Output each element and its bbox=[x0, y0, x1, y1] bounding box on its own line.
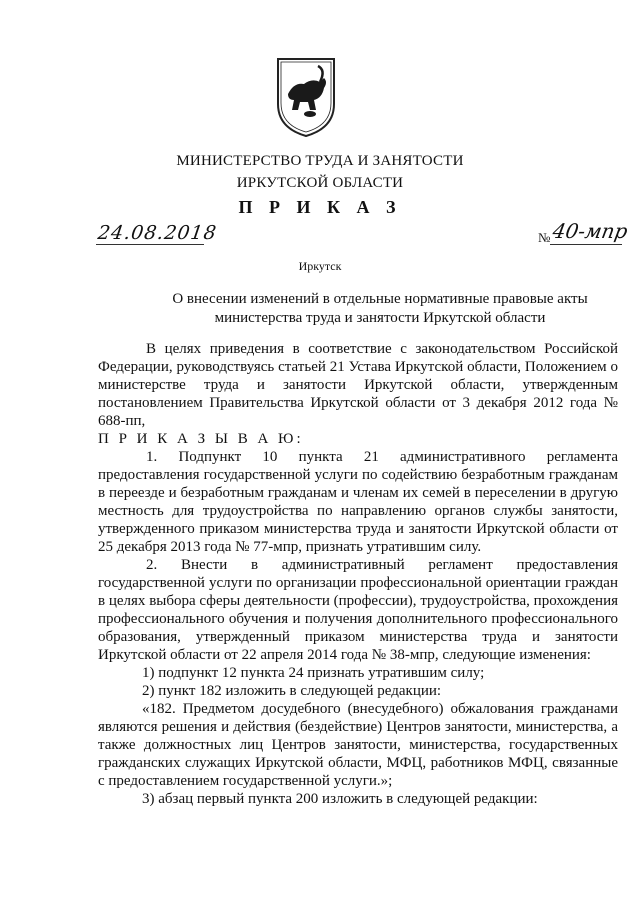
ministry-name bbox=[0, 150, 640, 194]
number-underline bbox=[550, 244, 622, 245]
prikazyvayu-heading: П Р И К А З Ы В А Ю: bbox=[98, 431, 304, 447]
coat-of-arms-emblem bbox=[274, 56, 338, 138]
order-subject bbox=[150, 290, 610, 328]
preamble-paragraph: В целях приведения в соответствие с законодательством Российской Федерации, руководствуясь статьей 21 Устава Иркутской области, Положением о министерстве труда и занятости Иркутской области, утвержденным постановлением Правительства Иркутской области от 3 декабря 2012 года № 688-пп, bbox=[98, 341, 618, 429]
order-title: П Р И К А З bbox=[238, 197, 402, 217]
subject-line-2: министерства труда и занятости Иркутской области bbox=[214, 310, 546, 326]
item-1-paragraph: 1. Подпункт 10 пункта 21 административного регламента предоставления государственной услуги по содействию безработным гражданам в переезде и безработным гражданам и членам их семей в переселении в другую местность для трудоустройства по направлению органов службы занятости, утвержденного приказом министерства труда и занятости Иркутской области от 25 декабря 2013 года № 77-мпр, признать утратившим силу. bbox=[98, 449, 618, 555]
city-name: Иркутск bbox=[298, 259, 342, 273]
ministry-line-2: ИРКУТСКОЙ ОБЛАСТИ bbox=[236, 175, 404, 191]
order-number: 40-мпр bbox=[550, 219, 630, 243]
order-body bbox=[98, 340, 618, 808]
subitem-1: 1) подпункт 12 пункта 24 признать утратившим силу; bbox=[142, 665, 485, 681]
date-underline bbox=[96, 244, 204, 245]
quote-182-paragraph: «182. Предметом досудебного (внесудебного) обжалования гражданами являются решения и действия (бездействие) Центров занятости, министерства, а также должностных лиц Центров занятости, министерства, государственных гражданских служащих Иркутской области, МФЦ, работников МФЦ, связанные с предоставлением государственной услуги.»; bbox=[98, 701, 618, 789]
subitem-3: 3) абзац первый пункта 200 изложить в следующей редакции: bbox=[142, 791, 538, 807]
ministry-line-1: МИНИСТЕРСТВО ТРУДА И ЗАНЯТОСТИ bbox=[176, 153, 464, 169]
subitem-2: 2) пункт 182 изложить в следующей редакции: bbox=[142, 683, 442, 699]
order-date: 24.08.2018 bbox=[96, 222, 219, 244]
item-2-paragraph: 2. Внести в административный регламент предоставления государственной услуги по организации профессиональной ориентации граждан в целях выбора сферы деятельности (профессии), трудоустройства, прохождения профессионального обучения и получения дополнительного профессионального образования, утвержденный приказом министерства труда и занятости Иркутской области от 22 апреля 2014 года № 38-мпр, следующие изменения: bbox=[98, 557, 618, 663]
order-number-label: № bbox=[538, 230, 551, 245]
subject-line-1: О внесении изменений в отдельные нормативные правовые акты bbox=[172, 291, 588, 307]
